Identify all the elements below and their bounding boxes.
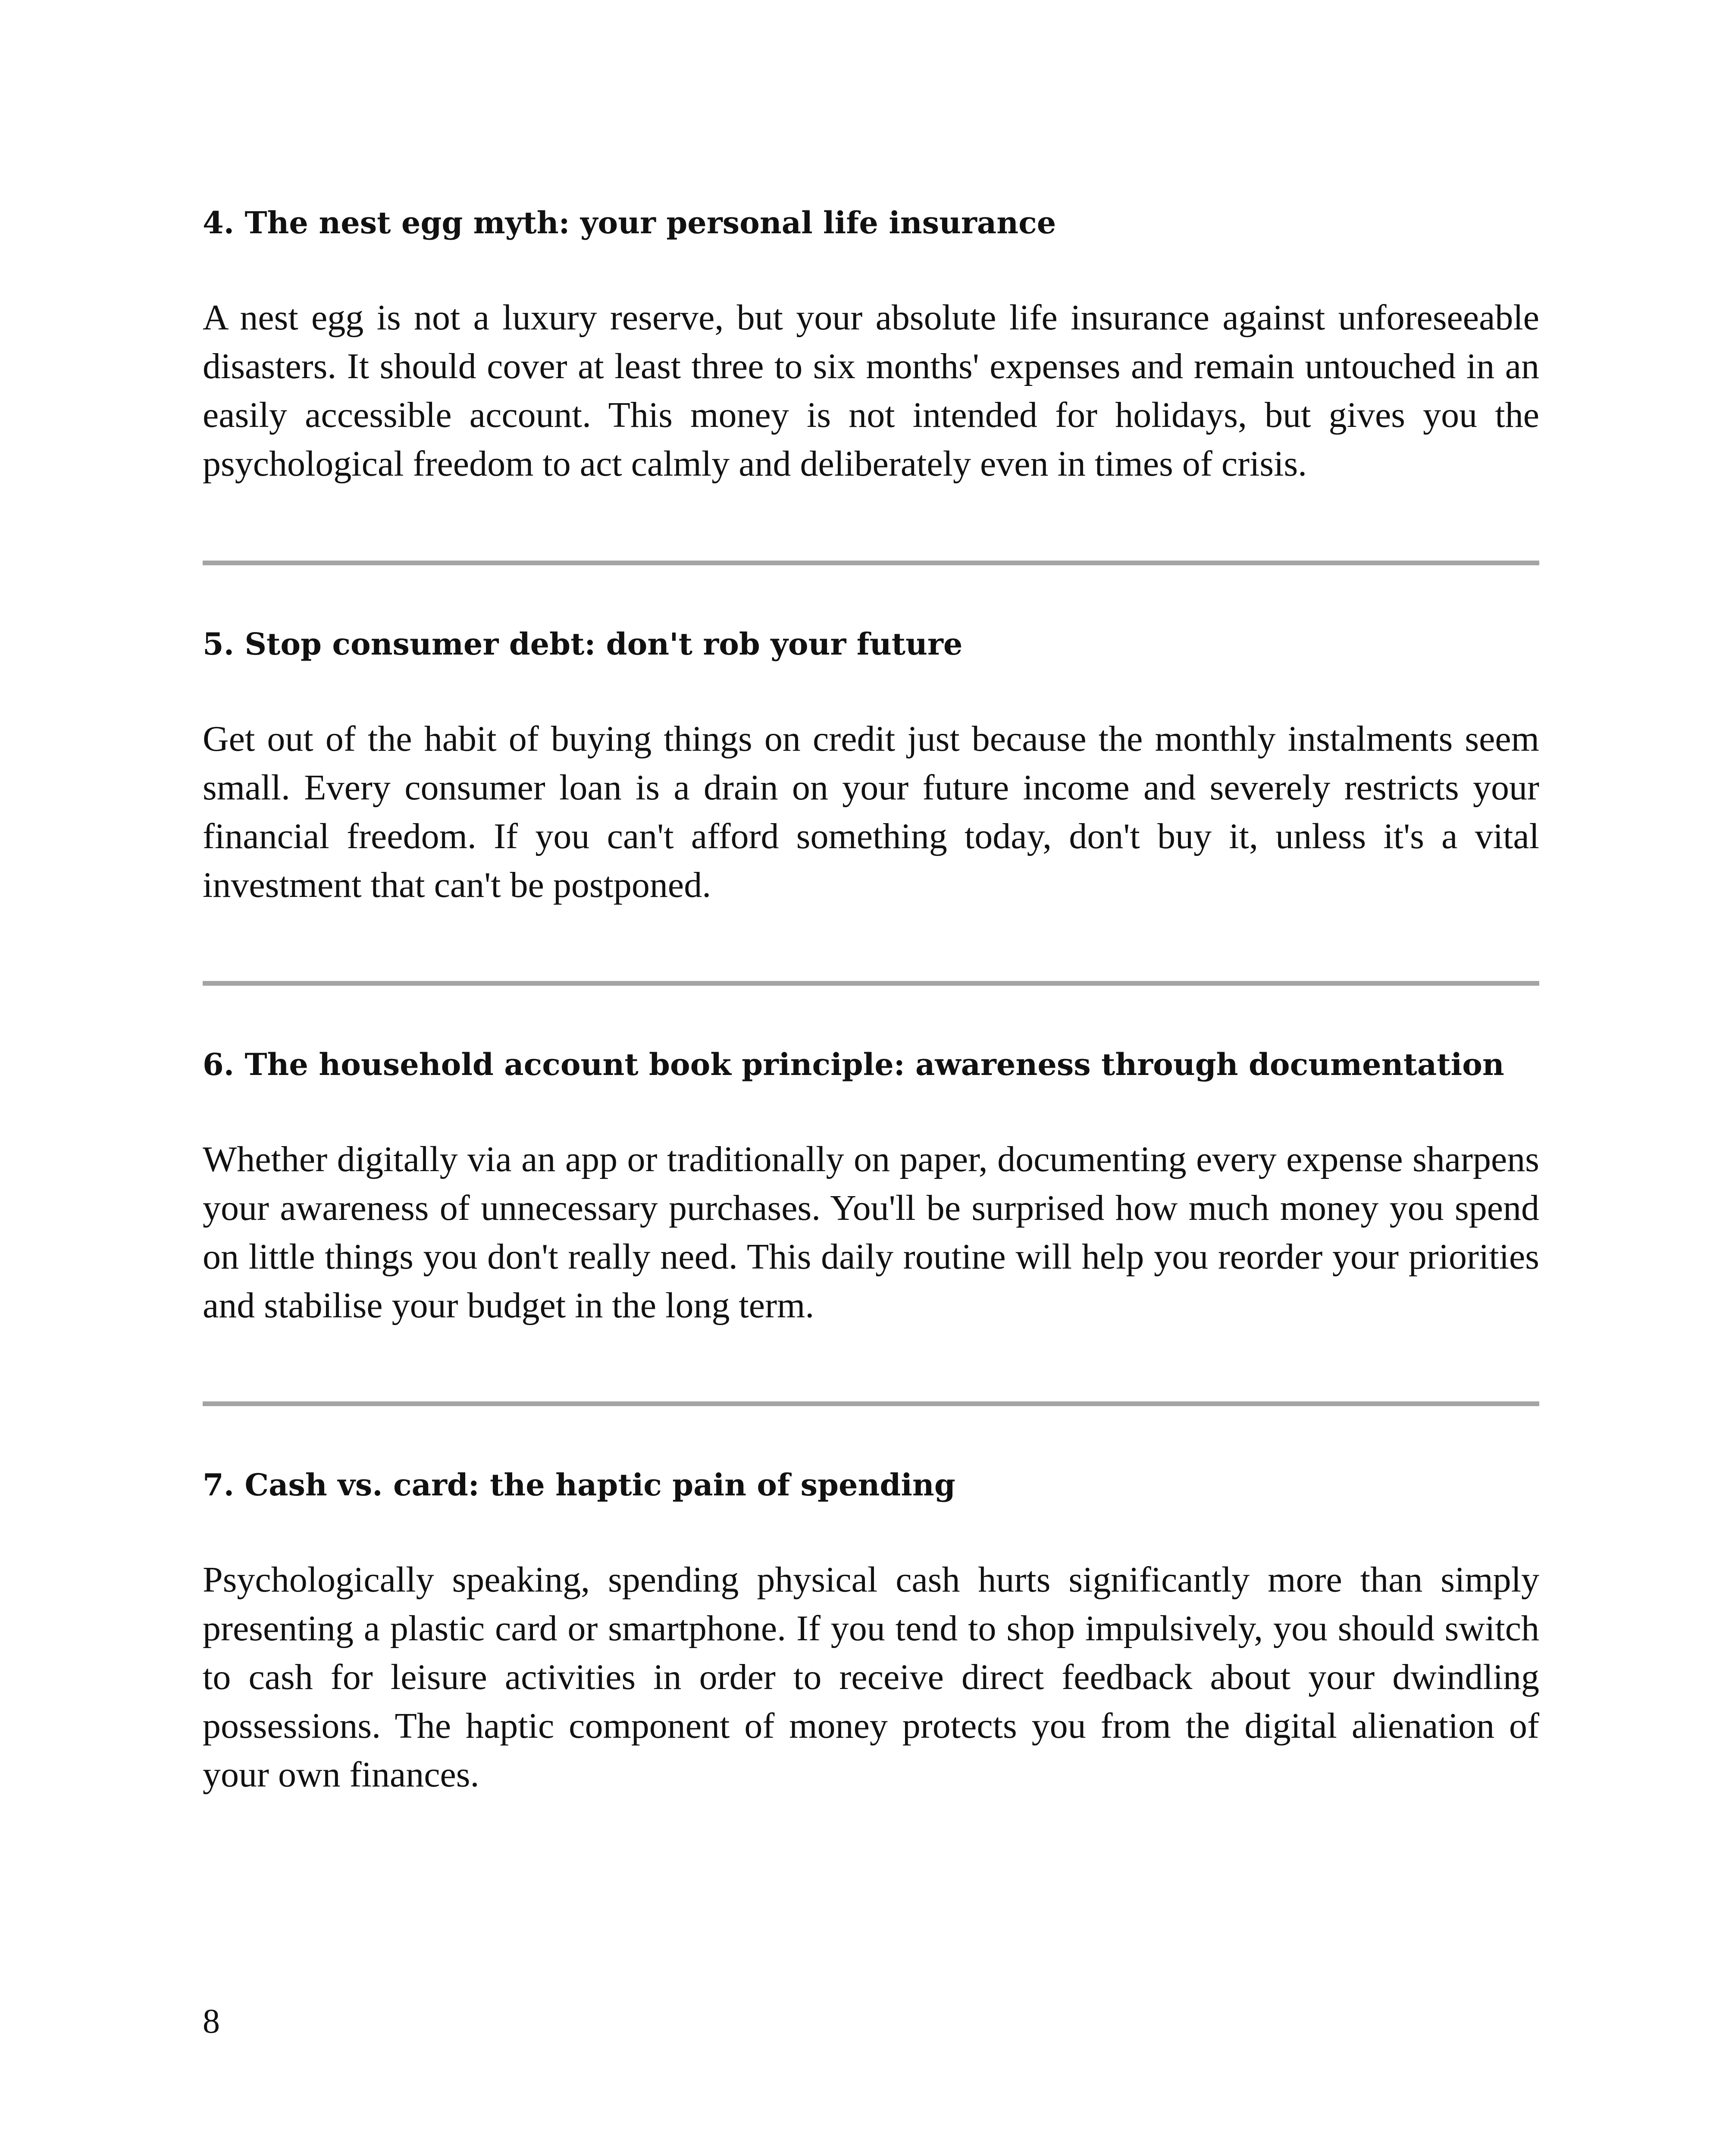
section-body: Psychologically speaking, spending physical cash hurts significantly more than simply presenting a plastic card or smartphone. If you tend to shop impulsively, you should switch to cash for leisure activities in order to receive direct feedback about your dwindling possessions. The haptic component of money protects you from the digital alienation of your own finances. <box>203 1560 1539 1795</box>
section-heading: 6. The household account book principle: awareness through documentation <box>203 1047 1504 1082</box>
section-4 <box>203 205 1539 488</box>
section-divider <box>203 1401 1539 1406</box>
page-number: 8 <box>203 2002 220 2040</box>
section-7 <box>203 1467 1539 1799</box>
section-5 <box>203 626 1539 909</box>
section-heading: 7. Cash vs. card: the haptic pain of spending <box>203 1467 955 1503</box>
section-divider <box>203 981 1539 986</box>
section-6 <box>203 1047 1539 1330</box>
section-body: Whether digitally via an app or traditionally on paper, documenting every expense sharpens your awareness of unnecessary purchases. You'll be surprised how much money you spend on little things you don't really need. This daily routine will help you reorder your priorities and stabilise your budget in the long term. <box>203 1139 1539 1326</box>
section-body: Get out of the habit of buying things on credit just because the monthly instalments seem small. Every consumer loan is a drain on your future income and severely restricts your financial freedom. If you can't afford something today, don't buy it, unless it's a vital investment that can't be postponed. <box>203 719 1539 905</box>
section-body: A nest egg is not a luxury reserve, but your absolute life insurance against unforeseeable disasters. It should cover at least three to six months' expenses and remain untouched in an easily accessible account. This money is not intended for holidays, but gives you the psychological freedom to act calmly and deliberately even in times of crisis. <box>203 298 1539 484</box>
section-divider <box>203 561 1539 565</box>
section-heading: 4. The nest egg myth: your personal life insurance <box>203 205 1056 241</box>
section-heading: 5. Stop consumer debt: don't rob your future <box>203 626 963 662</box>
